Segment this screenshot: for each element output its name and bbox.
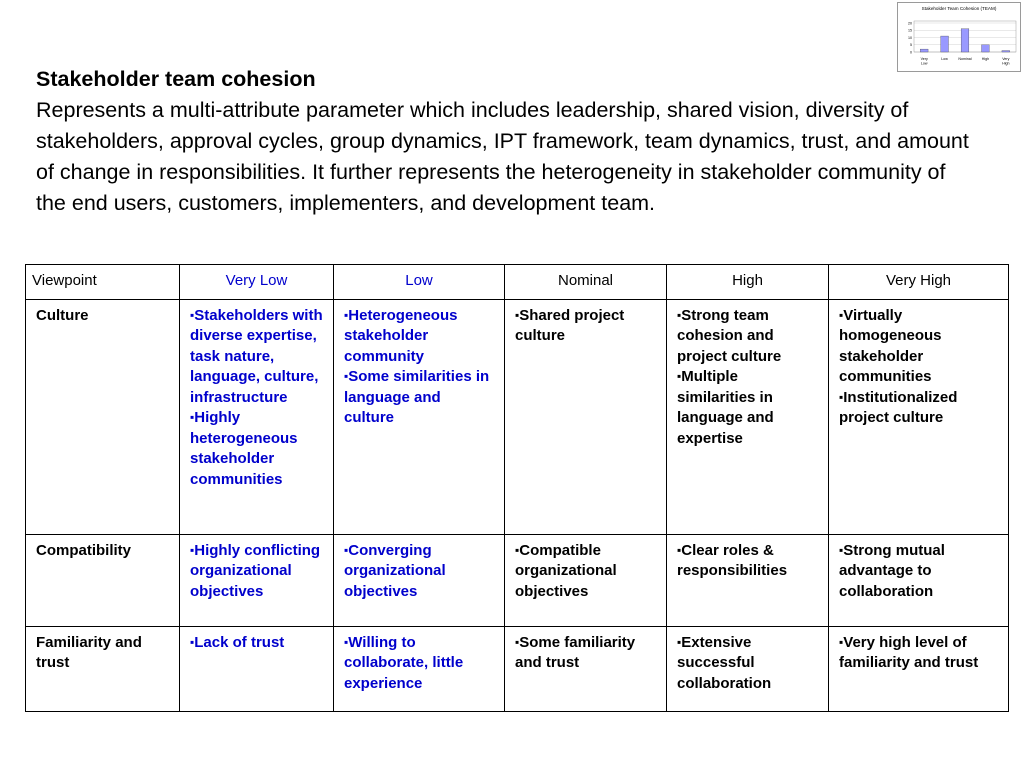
cell-low [334,534,505,626]
bullet-item: ▪ Stakeholders with diverse expertise, task nature, language, culture, infrastructure [190,306,323,409]
cell-low [334,626,505,711]
thumbnail-category-label: Nominal [958,57,972,61]
cell-nominal [505,534,667,626]
header-very-low: Very Low [180,265,334,300]
row-label: Compatibility [26,534,180,626]
bullet-item: ▪ Heterogeneous stakeholder community [344,306,494,368]
cell-very-low [180,534,334,626]
bullet-item: ▪ Some familiarity and trust [515,633,656,674]
thumbnail-ytick: 20 [908,21,912,26]
thumbnail-bar [982,45,990,52]
bullet-item: ▪ Compatible organizational objectives [515,541,656,603]
table-row-compatibility [26,534,1009,626]
thumbnail-category-label: Low [941,57,948,61]
cell-high [667,299,829,534]
section-description: Represents a multi-attribute parameter which includes leadership, shared vision, diversity of stakeholders, approval cycles, group dynamics, IPT framework, team dynamics, trust, and amount of change in responsibilities. It further represents the heterogeneity in stakeholder community of the end users, customers, implementers, and development team. [36,98,969,215]
rating-table [25,264,1009,712]
cell-very-high [829,299,1009,534]
header-nominal: Nominal [505,265,667,300]
cell-very-high [829,534,1009,626]
bullet-item: ▪ Lack of trust [190,633,323,654]
thumbnail-ytick: 0 [910,50,912,55]
header-viewpoint: Viewpoint [26,265,180,300]
table-row-culture [26,299,1009,534]
thumbnail-chart-svg [898,3,1020,71]
bullet-item: ▪ Strong mutual advantage to collaboration [839,541,998,603]
table-header-row [26,265,1009,300]
table-row-familiarity [26,626,1009,711]
thumbnail-bar [961,29,969,52]
thumbnail-ytick: 10 [908,35,912,40]
thumbnail-chart [897,2,1021,72]
thumbnail-category-label: High [981,57,990,61]
header-very-high: Very High [829,265,1009,300]
cell-high [667,534,829,626]
cell-very-high [829,626,1009,711]
thumbnail-category-label: Low [920,61,928,66]
thumbnail-ytick: 5 [910,43,912,48]
header-high: High [667,265,829,300]
bullet-item: ▪ Converging organizational objectives [344,541,494,603]
thumbnail-bar [941,36,949,52]
bullet-item: ▪ Highly heterogeneous stakeholder communities [190,408,323,490]
header-low: Low [334,265,505,300]
bullet-item: ▪ Some similarities in language and culture [344,367,494,429]
thumbnail-category-label: Very [1002,57,1010,61]
thumbnail-bar [920,49,928,52]
bullet-item: ▪ Institutionalized project culture [839,388,998,429]
bullet-item: ▪ Virtually homogeneous stakeholder communities [839,306,998,388]
cell-very-low [180,626,334,711]
intro-section [36,64,976,219]
row-label: Familiarity and trust [26,626,180,711]
section-heading: Stakeholder team cohesion [36,67,316,91]
cell-high [667,626,829,711]
cell-low [334,299,505,534]
bullet-item: ▪ Multiple similarities in language and expertise [677,367,818,449]
thumbnail-bar [1002,51,1010,52]
cell-nominal [505,626,667,711]
bullet-item: ▪ Willing to collaborate, little experience [344,633,494,695]
bullet-item: ▪ Clear roles & responsibilities [677,541,818,582]
thumbnail-category-label: High [1002,61,1010,66]
cell-very-low [180,299,334,534]
thumbnail-category-label: Very [920,57,928,61]
bullet-item: ▪ Extensive successful collaboration [677,633,818,695]
bullet-item: ▪ Very high level of familiarity and trust [839,633,998,674]
bullet-item: ▪ Shared project culture [515,306,656,347]
thumbnail-title: Stakeholder Team Cohesion (TEAM) [921,6,997,11]
bullet-item: ▪ Highly conflicting organizational objectives [190,541,323,603]
cell-nominal [505,299,667,534]
bullet-item: ▪ Strong team cohesion and project culture [677,306,818,368]
thumbnail-ytick: 15 [908,28,912,33]
row-label: Culture [26,299,180,534]
